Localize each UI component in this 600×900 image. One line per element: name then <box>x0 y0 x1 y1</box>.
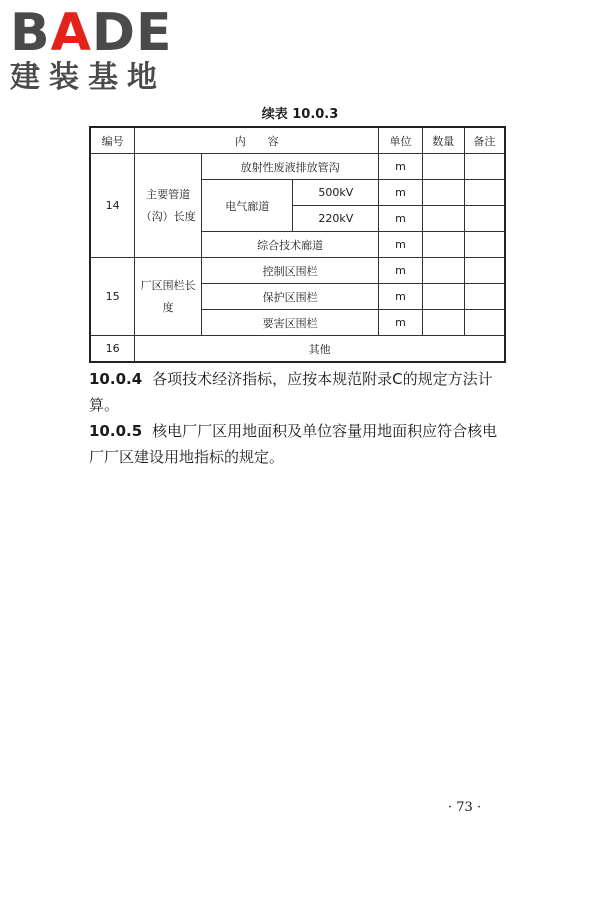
row-item: 放射性废液排放管沟 <box>202 154 379 180</box>
row-qty <box>422 284 464 310</box>
row-unit: m <box>379 310 423 336</box>
row-note <box>464 206 505 232</box>
row-item: 保护区围栏 <box>202 284 379 310</box>
row-note <box>464 154 505 180</box>
row-item: 综合技术廊道 <box>202 232 379 258</box>
row-number: 14 <box>90 154 135 258</box>
row-item: 要害区围栏 <box>202 310 379 336</box>
header-unit: 单位 <box>379 127 423 154</box>
header-no: 编号 <box>90 127 135 154</box>
header-content: 内 容 <box>135 127 379 154</box>
row-note <box>464 284 505 310</box>
row-group: 主要管道（沟）长度 <box>135 154 202 258</box>
clause-text: 各项技术经济指标，应按本规范附录C的规定方法计算。 <box>89 370 493 414</box>
row-unit: m <box>379 258 423 284</box>
row-number: 16 <box>90 336 135 363</box>
row-unit: m <box>379 284 423 310</box>
row-number: 15 <box>90 258 135 336</box>
clause-number: 10.0.4 <box>89 370 143 388</box>
row-subitem: 500kV <box>293 180 379 206</box>
header-note: 备注 <box>464 127 505 154</box>
page-number: · 73 · <box>448 800 482 815</box>
row-qty <box>422 206 464 232</box>
table-row <box>90 336 505 363</box>
logo <box>10 3 180 96</box>
table-header-row <box>90 127 505 154</box>
clause-text: 核电厂厂区用地面积及单位容量用地面积应符合核电厂厂区建设用地指标的规定。 <box>89 422 498 466</box>
table-row <box>90 154 505 180</box>
row-qty <box>422 258 464 284</box>
row-item: 其他 <box>135 336 505 363</box>
row-group: 厂区围栏长度 <box>135 258 202 336</box>
row-subitem: 220kV <box>293 206 379 232</box>
row-item: 控制区围栏 <box>202 258 379 284</box>
clause-10-0-5 <box>89 418 509 470</box>
row-unit: m <box>379 154 423 180</box>
clause-10-0-4 <box>89 366 509 418</box>
header-qty: 数量 <box>422 127 464 154</box>
row-note <box>464 232 505 258</box>
row-item: 电气廊道 <box>202 180 293 232</box>
row-qty <box>422 310 464 336</box>
clause-number: 10.0.5 <box>89 422 143 440</box>
row-unit: m <box>379 206 423 232</box>
row-qty <box>422 232 464 258</box>
row-unit: m <box>379 232 423 258</box>
logo-wordmark: BADE <box>10 3 173 63</box>
row-qty <box>422 154 464 180</box>
row-qty <box>422 180 464 206</box>
row-note <box>464 310 505 336</box>
logo-subtitle: 建装基地 <box>10 60 166 95</box>
row-note <box>464 258 505 284</box>
table-row <box>90 258 505 284</box>
row-note <box>464 180 505 206</box>
spec-table <box>89 126 506 363</box>
table-title: 续表 10.0.3 <box>261 107 339 122</box>
row-unit: m <box>379 180 423 206</box>
